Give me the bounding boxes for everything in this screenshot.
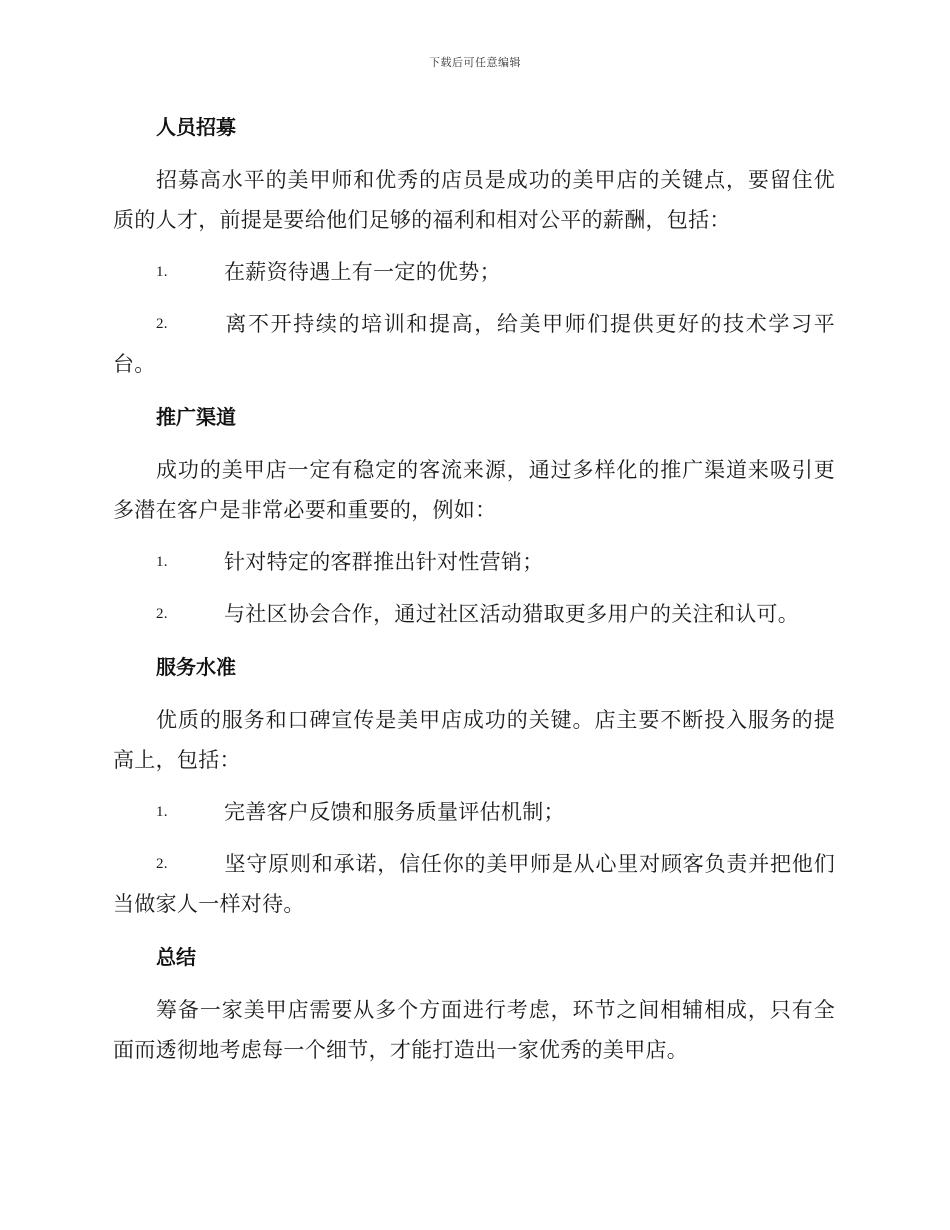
numbered-list <box>113 542 835 634</box>
numbered-list <box>113 252 835 384</box>
document-body <box>113 106 835 1082</box>
list-number: 1. <box>156 264 168 280</box>
list-item-text: 在薪资待遇上有一定的优势； <box>224 260 501 284</box>
numbered-list <box>113 792 835 924</box>
list-item <box>113 594 835 634</box>
list-item-text: 针对特定的客群推出针对性营销； <box>224 550 544 574</box>
section-heading: 服务水准 <box>156 655 236 679</box>
list-item <box>113 844 835 924</box>
list-item <box>113 252 835 292</box>
list-number: 2. <box>156 316 168 332</box>
section-heading: 人员招募 <box>156 115 236 139</box>
list-item-text: 完善客户反馈和服务质量评估机制； <box>224 800 565 824</box>
section-staff-recruitment <box>113 106 835 384</box>
section-paragraph: 优质的服务和口碑宣传是美甲店成功的关键。店主要不断投入服务的提高上，包括： <box>113 708 835 772</box>
list-number: 1. <box>156 554 168 570</box>
section-summary <box>113 936 835 1070</box>
list-number: 2. <box>156 606 168 622</box>
section-heading: 推广渠道 <box>156 405 236 429</box>
list-item <box>113 542 835 582</box>
list-item-text: 与社区协会合作，通过社区活动猎取更多用户的关注和认可。 <box>224 602 800 626</box>
list-item-text: 离不开持续的培训和提高，给美甲师们提供更好的技术学习平台。 <box>113 312 835 376</box>
section-heading: 总结 <box>156 945 196 969</box>
list-number: 1. <box>156 804 168 820</box>
list-number: 2. <box>156 856 168 872</box>
section-promotion-channels <box>113 396 835 634</box>
section-paragraph: 筹备一家美甲店需要从多个方面进行考虑，环节之间相辅相成，只有全面而透彻地考虑每一个细节，才能打造出一家优秀的美甲店。 <box>113 998 835 1062</box>
list-item-text: 坚守原则和承诺，信任你的美甲师是从心里对顾客负责并把他们当做家人一样对待。 <box>113 852 835 916</box>
section-service-standard <box>113 646 835 924</box>
list-item <box>113 304 835 384</box>
section-paragraph: 成功的美甲店一定有稳定的客流来源，通过多样化的推广渠道来吸引更多潜在客户是非常必要和重要的，例如： <box>113 458 835 522</box>
list-item <box>113 792 835 832</box>
section-paragraph: 招募高水平的美甲师和优秀的店员是成功的美甲店的关键点，要留住优质的人才，前提是要给他们足够的福利和相对公平的薪酬，包括： <box>113 168 835 232</box>
header-note: 下载后可任意编辑 <box>429 56 521 69</box>
